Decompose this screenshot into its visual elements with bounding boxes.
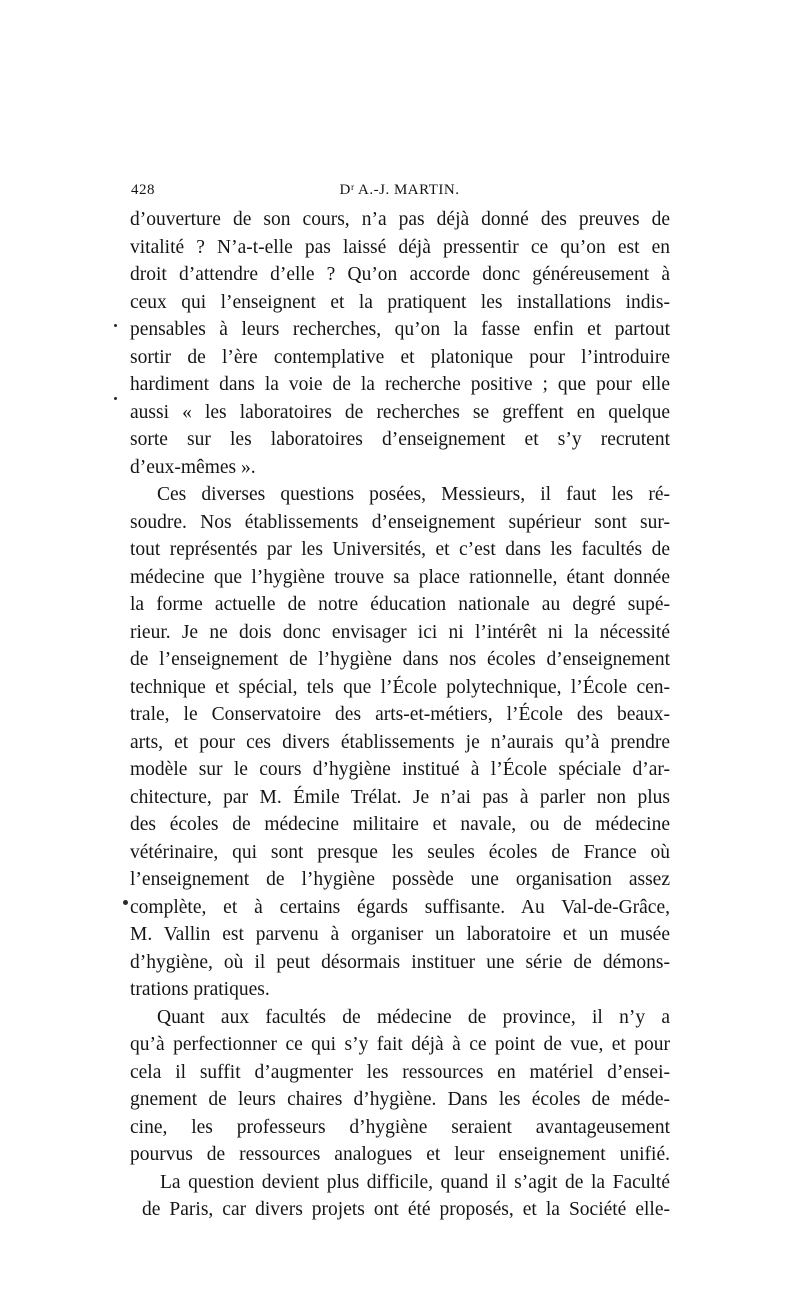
body-text — [130, 206, 670, 1224]
text-line: vitalité ? N’a-t-elle pas laissé déjà pressentir ce qu’on est en — [130, 236, 670, 258]
text-line: gnement de leurs chaires d’hygiène. Dans les écoles de méde- — [130, 1089, 670, 1110]
text-line: complète, et à certains égards suffisante. Au Val-de-Grâce, — [130, 896, 670, 918]
text-line: trations pratiques. — [130, 979, 270, 1000]
margin-dot — [114, 324, 117, 327]
text-line: rieur. Je ne dois donc envisager ici ni l’intérêt ni la nécessité — [130, 621, 670, 643]
text-line: pourvus de ressources analogues et leur enseignement unifié. — [130, 1144, 670, 1165]
text-line: des écoles de médecine militaire et navale, ou de médecine — [130, 814, 670, 835]
paragraph-first-line: La question devient plus difficile, quand il s’agit de la Faculté — [160, 1171, 670, 1193]
text-line: d’hygiène, où il peut désormais instituer une série de démons- — [130, 951, 670, 973]
text-line: hardiment dans la voie de la recherche positive ; que pour elle — [130, 374, 670, 395]
text-line: M. Vallin est parvenu à organiser un laboratoire et un musée — [130, 924, 670, 945]
running-header — [131, 182, 668, 204]
text-line: la forme actuelle de notre éducation nationale au degré supé- — [130, 594, 670, 615]
text-line: cine, les professeurs d’hygiène seraient avantageusement — [130, 1116, 670, 1138]
text-line: vétérinaire, qui sont presque les seules écoles de France où — [130, 841, 670, 863]
text-line: qu’à perfectionner ce qui s’y fait déjà à ce point de vue, et pour — [130, 1034, 670, 1055]
text-line: pensables à leurs recherches, qu’on la fasse enfin et partout — [130, 319, 670, 340]
paragraph-first-line: Quant aux facultés de médecine de province, il n’y a — [157, 1006, 670, 1028]
text-line: de Paris, car divers projets ont été proposés, et la Société elle- — [142, 1199, 670, 1220]
text-line: modèle sur le cours d’hygiène institué à l’École spéciale d’ar- — [130, 759, 670, 780]
running-title: Dʳ A.-J. MARTIN. — [339, 182, 460, 198]
text-line: trale, le Conservatoire des arts-et-métiers, l’École des beaux- — [130, 704, 670, 725]
text-line: l’enseignement de l’hygiène possède une organisation assez — [130, 869, 670, 890]
margin-dot — [123, 900, 128, 905]
text-line: d’ouverture de son cours, n’a pas déjà donné des preuves de — [130, 209, 670, 230]
paragraph-first-line: Ces diverses questions posées, Messieurs, il faut les ré- — [157, 484, 670, 505]
text-line: aussi « les laboratoires de recherches se greffent en quelque — [130, 401, 670, 423]
text-line: technique et spécial, tels que l’École polytechnique, l’École cen- — [130, 676, 670, 698]
margin-dot — [114, 397, 117, 400]
text-line: tout représentés par les Universités, et c’est dans les facultés de — [130, 539, 670, 560]
page-number: 428 — [131, 182, 155, 198]
text-line: soudre. Nos établissements d’enseignement supérieur sont sur- — [130, 511, 670, 533]
text-line: chitecture, par M. Émile Trélat. Je n’ai pas à parler non plus — [130, 786, 670, 808]
text-line: arts, et pour ces divers établissements je n’aurais qu’à prendre — [130, 731, 670, 753]
text-line: droit d’attendre d’elle ? Qu’on accorde donc généreusement à — [130, 264, 670, 285]
text-line: cela il suffit d’augmenter les ressources en matériel d’ensei- — [130, 1061, 670, 1083]
text-line: ceux qui l’enseignent et la pratiquent les installations indis- — [130, 291, 670, 313]
text-line: sorte sur les laboratoires d’enseignement et s’y recrutent — [130, 429, 670, 450]
text-line: d’eux-mêmes ». — [130, 456, 256, 478]
text-line: de l’enseignement de l’hygiène dans nos écoles d’enseignement — [130, 649, 670, 670]
text-line: sortir de l’ère contemplative et platonique pour l’introduire — [130, 346, 670, 368]
text-line: médecine que l’hygiène trouve sa place rationnelle, étant donnée — [130, 566, 670, 588]
